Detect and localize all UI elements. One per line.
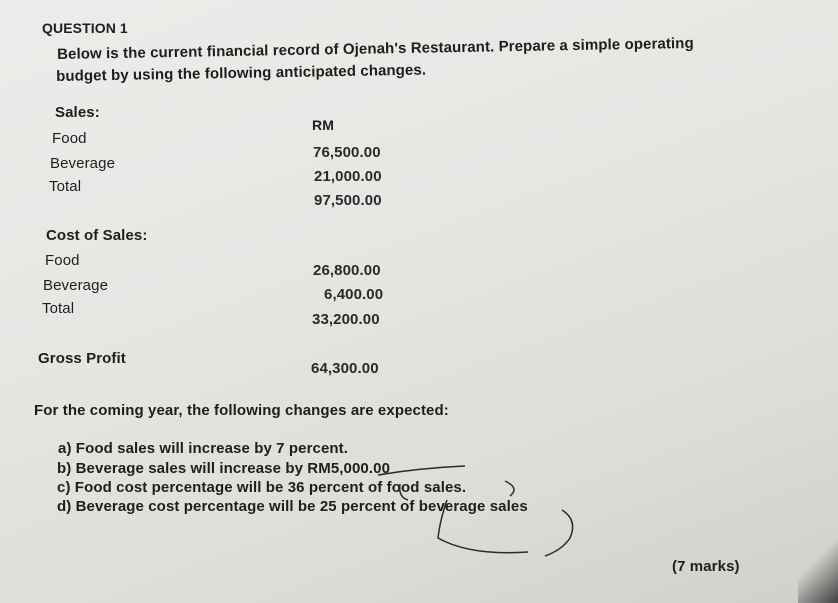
change-item-d: d) Beverage cost percentage will be 25 percent of beverage sales (57, 498, 528, 515)
changes-intro: For the coming year, the following changes are expected: (34, 402, 449, 419)
cost-total-label: Total (42, 300, 75, 317)
change-item-a: a) Food sales will increase by 7 percent. (58, 440, 349, 457)
pen-circle-stroke (545, 510, 573, 556)
sales-heading: Sales: (55, 104, 100, 121)
sales-total-value: 97,500.00 (314, 192, 382, 209)
sales-food-label: Food (52, 130, 87, 147)
marks-label: (7 marks) (672, 558, 740, 575)
cost-of-sales-heading: Cost of Sales: (46, 227, 148, 244)
sales-total-label: Total (49, 178, 82, 195)
gross-profit-label: Gross Profit (38, 350, 126, 367)
intro-line-2: budget by using the following anticipated changes. (56, 61, 427, 85)
sales-beverage-value: 21,000.00 (314, 168, 382, 185)
change-item-b: b) Beverage sales will increase by RM5,000.00 (57, 460, 391, 477)
pen-bracket-stroke (505, 481, 514, 496)
intro-line-1: Below is the current financial record of Ojenah's Restaurant. Prepare a simple operating (57, 34, 694, 63)
cost-total-value: 33,200.00 (312, 311, 380, 328)
gross-profit-value: 64,300.00 (311, 360, 379, 377)
pen-underline-stroke (378, 466, 465, 475)
change-item-c: c) Food cost percentage will be 36 percent of food sales. (57, 479, 467, 496)
sales-beverage-label: Beverage (50, 155, 116, 172)
cost-beverage-label: Beverage (43, 277, 109, 294)
photo-shadow (798, 533, 838, 603)
cost-beverage-value: 6,400.00 (324, 286, 384, 303)
cost-food-label: Food (45, 252, 80, 269)
currency-header: RM (312, 117, 334, 133)
cost-food-value: 26,800.00 (313, 262, 381, 279)
sales-food-value: 76,500.00 (313, 144, 381, 161)
question-title: QUESTION 1 (42, 20, 128, 36)
